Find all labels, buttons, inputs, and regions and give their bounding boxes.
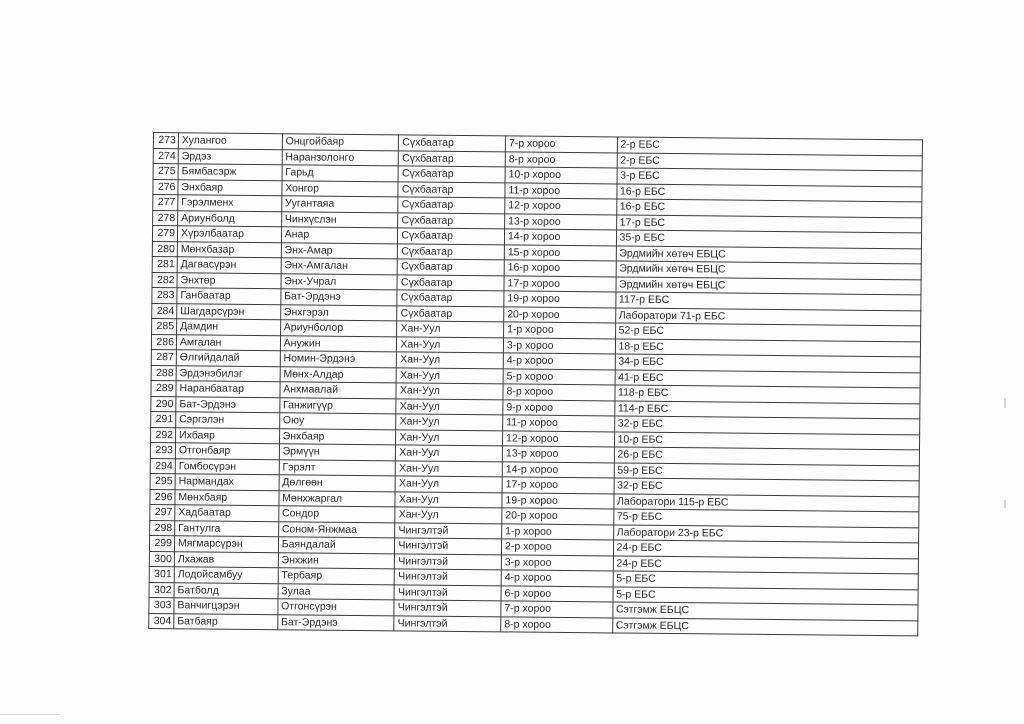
given-name-cell: Зулаа	[278, 583, 395, 600]
given-name-cell: Отгонсүрэн	[278, 599, 395, 616]
given-name-cell: Бат-Эрдэнэ	[281, 289, 398, 306]
khoroo-cell: 11-р хороо	[505, 182, 617, 199]
district-cell: Хан-Уул	[397, 321, 504, 338]
school-cell: 3-р ЕБС	[617, 168, 923, 186]
school-cell: 16-р ЕБС	[616, 183, 922, 201]
row-number-cell: 283	[152, 287, 177, 303]
row-number-cell: 274	[153, 148, 178, 164]
khoroo-cell: 10-р хороо	[505, 167, 617, 184]
school-cell: Лаборатори 23-р ЕБС	[613, 524, 919, 542]
given-name-cell: Уугантаяа	[281, 196, 398, 213]
khoroo-cell: 6-р хороо	[501, 585, 613, 602]
khoroo-cell: 7-р хороо	[501, 601, 613, 618]
khoroo-cell: 8-р хороо	[501, 616, 613, 633]
given-name-cell: Ариунболор	[280, 320, 397, 337]
school-cell: Сэтгэмж ЕБЦС	[612, 602, 918, 620]
district-cell: Сүхбаатар	[398, 212, 505, 229]
given-name-cell: Бат-Эрдэнэ	[277, 614, 394, 631]
district-cell: Хан-Уул	[397, 336, 504, 353]
row-number-cell: 294	[150, 458, 175, 474]
given-name-cell: Анхмаалай	[280, 382, 397, 399]
person-name-cell: Лодойсамбуу	[174, 567, 278, 583]
khoroo-cell: 17-р хороо	[502, 477, 614, 494]
row-number-cell: 281	[152, 256, 177, 272]
district-cell: Хан-Уул	[395, 476, 502, 493]
school-cell: Лаборатори 71-р ЕБС	[615, 307, 921, 325]
district-cell: Хан-Уул	[395, 491, 502, 508]
person-name-cell: Наранбаатар	[176, 381, 280, 397]
row-number-cell: 291	[151, 411, 176, 427]
row-number-cell: 278	[153, 210, 178, 226]
row-number-cell: 301	[149, 566, 174, 582]
person-name-cell: Эрдэнэбилэг	[176, 365, 280, 381]
school-cell: 5-р ЕБС	[613, 586, 919, 604]
person-name-cell: Нармандах	[175, 474, 279, 490]
khoroo-cell: 1-р хороо	[502, 523, 614, 540]
given-name-cell: Гарьд	[282, 165, 399, 182]
khoroo-cell: 3-р хороо	[503, 337, 615, 354]
given-name-cell: Анужин	[280, 335, 397, 352]
person-name-cell: Отгонбаяр	[175, 443, 279, 459]
district-cell: Хан-Уул	[396, 445, 503, 462]
row-number-cell: 288	[151, 365, 176, 381]
given-name-cell: Оюу	[279, 413, 396, 430]
given-name-cell: Сондор	[278, 506, 395, 523]
person-name-cell: Хадбаатар	[175, 505, 279, 521]
district-cell: Сүхбаатар	[398, 197, 505, 214]
row-number-cell: 277	[153, 195, 178, 211]
given-name-cell: Номин-Эрдэнэ	[280, 351, 397, 368]
person-name-cell: Энхбаяр	[178, 179, 282, 195]
district-cell: Хан-Уул	[396, 429, 503, 446]
person-name-cell: Сэргэлэн	[176, 412, 280, 428]
khoroo-cell: 16-р хороо	[504, 260, 616, 277]
person-name-cell: Мөнхбаяр	[175, 489, 279, 505]
given-name-cell: Мөнхжаргал	[279, 490, 396, 507]
school-cell: 2-р ЕБС	[617, 152, 923, 170]
person-name-cell: Дамдин	[177, 319, 281, 335]
district-cell: Сүхбаатар	[397, 305, 504, 322]
given-name-cell: Мөнх-Алдар	[280, 366, 397, 383]
row-number-cell: 290	[151, 396, 176, 412]
person-name-cell: Дагвасүрэн	[177, 257, 281, 273]
scan-speck	[1004, 500, 1006, 508]
school-cell: 32-р ЕБС	[614, 416, 920, 434]
school-cell: 24-р ЕБС	[613, 555, 919, 573]
district-cell: Чингэлтэй	[395, 569, 502, 586]
school-cell: 75-р ЕБС	[613, 509, 919, 527]
person-name-cell: Батбаяр	[174, 613, 278, 629]
person-name-cell: Хүрэлбаатар	[177, 226, 281, 242]
row-number-cell: 275	[153, 164, 178, 180]
given-name-cell: Хонгор	[282, 180, 399, 197]
khoroo-cell: 20-р хороо	[504, 306, 616, 323]
row-number-cell: 297	[150, 504, 175, 520]
school-cell: 59-р ЕБС	[614, 462, 920, 480]
registry-table-body	[149, 133, 923, 636]
khoroo-cell: 13-р хороо	[505, 213, 617, 230]
khoroo-cell: 9-р хороо	[503, 399, 615, 416]
school-cell: Эрдмийн хөтөч ЕБЦС	[616, 261, 922, 279]
khoroo-cell: 4-р хороо	[501, 570, 613, 587]
district-cell: Чингэлтэй	[394, 615, 501, 632]
school-cell: 18-р ЕБС	[615, 338, 921, 356]
given-name-cell: Баяндалай	[278, 537, 395, 554]
given-name-cell: Энх-Амар	[281, 242, 398, 259]
district-cell: Сүхбаатар	[398, 259, 505, 276]
district-cell: Хан-Уул	[395, 507, 502, 524]
row-number-cell: 282	[152, 272, 177, 288]
district-cell: Сүхбаатар	[398, 166, 505, 183]
school-cell: 117-р ЕБС	[615, 292, 921, 310]
district-cell: Хан-Уул	[396, 414, 503, 431]
school-cell: 24-р ЕБС	[613, 540, 919, 558]
given-name-cell: Чинхүслэн	[281, 211, 398, 228]
person-name-cell: Ихбаяр	[175, 427, 279, 443]
district-cell: Чингэлтэй	[395, 538, 502, 555]
person-name-cell: Гантулга	[175, 520, 279, 536]
district-cell: Сүхбаатар	[397, 290, 504, 307]
khoroo-cell: 8-р хороо	[503, 384, 615, 401]
person-name-cell: Ариунболд	[178, 210, 282, 226]
district-cell: Хан-Уул	[396, 383, 503, 400]
khoroo-cell: 8-р хороо	[505, 151, 617, 168]
khoroo-cell: 5-р хороо	[503, 368, 615, 385]
row-number-cell: 300	[149, 551, 174, 567]
khoroo-cell: 17-р хороо	[504, 275, 616, 292]
school-cell: 10-р ЕБС	[614, 431, 920, 449]
khoroo-cell: 15-р хороо	[504, 244, 616, 261]
person-name-cell: Шагдарсүрэн	[177, 303, 281, 319]
khoroo-cell: 19-р хороо	[504, 291, 616, 308]
row-number-cell: 287	[151, 349, 176, 365]
given-name-cell: Тербаяр	[278, 568, 395, 585]
person-name-cell: Хулангоо	[178, 133, 282, 149]
person-name-cell: Батболд	[174, 582, 278, 598]
school-cell: 41-р ЕБС	[615, 369, 921, 387]
row-number-cell: 276	[153, 179, 178, 195]
person-name-cell: Бат-Эрдэнэ	[176, 396, 280, 412]
school-cell: 16-р ЕБС	[616, 199, 922, 217]
row-number-cell: 279	[152, 226, 177, 242]
school-cell: 118-р ЕБС	[614, 385, 920, 403]
scan-edge-mark	[0, 714, 60, 715]
district-cell: Чингэлтэй	[395, 522, 502, 539]
khoroo-cell: 14-р хороо	[502, 461, 614, 478]
district-cell: Хан-Уул	[396, 460, 503, 477]
khoroo-cell: 20-р хороо	[502, 508, 614, 525]
given-name-cell: Гэрэлт	[279, 459, 396, 476]
given-name-cell: Энхжин	[278, 552, 395, 569]
district-cell: Сүхбаатар	[398, 181, 505, 198]
person-name-cell: Мягмарсүрэн	[174, 536, 278, 552]
district-cell: Чингэлтэй	[394, 600, 501, 617]
district-cell: Сүхбаатар	[399, 135, 506, 152]
khoroo-cell: 12-р хороо	[502, 430, 614, 447]
school-cell: 34-р ЕБС	[615, 354, 921, 372]
district-cell: Сүхбаатар	[399, 150, 506, 167]
khoroo-cell: 13-р хороо	[502, 446, 614, 463]
row-number-cell: 285	[152, 318, 177, 334]
khoroo-cell: 14-р хороо	[504, 229, 616, 246]
school-cell: Лаборатори 115-р ЕБС	[613, 493, 919, 511]
given-name-cell: Энхбаяр	[279, 428, 396, 445]
school-cell: 26-р ЕБС	[614, 447, 920, 465]
given-name-cell: Дөлгөөн	[279, 475, 396, 492]
school-cell: Эрдмийн хөтөч ЕБЦС	[616, 245, 922, 263]
registry-table	[148, 132, 923, 636]
row-number-cell: 304	[149, 613, 174, 629]
row-number-cell: 289	[151, 380, 176, 396]
district-cell: Чингэлтэй	[395, 553, 502, 570]
district-cell: Сүхбаатар	[398, 243, 505, 260]
khoroo-cell: 4-р хороо	[503, 353, 615, 370]
given-name-cell: Эрмүүн	[279, 444, 396, 461]
school-cell: 5-р ЕБС	[613, 571, 919, 589]
person-name-cell: Энхтөр	[177, 272, 281, 288]
district-cell: Сүхбаатар	[397, 274, 504, 291]
row-number-cell: 280	[152, 241, 177, 257]
khoroo-cell: 7-р хороо	[505, 136, 617, 153]
row-number-cell: 293	[150, 442, 175, 458]
row-number-cell: 299	[149, 535, 174, 551]
person-name-cell: Лхажав	[174, 551, 278, 567]
row-number-cell: 296	[150, 489, 175, 505]
person-name-cell: Амгалан	[176, 334, 280, 350]
khoroo-cell: 19-р хороо	[502, 492, 614, 509]
district-cell: Хан-Уул	[396, 398, 503, 415]
person-name-cell: Ганбаатар	[177, 288, 281, 304]
given-name-cell: Онцгойбаяр	[282, 134, 399, 151]
district-cell: Хан-Уул	[396, 367, 503, 384]
row-number-cell: 284	[152, 303, 177, 319]
person-name-cell: Мөнхбазар	[177, 241, 281, 257]
given-name-cell: Энх-Амгалан	[281, 258, 398, 275]
person-name-cell: Эрдэз	[178, 148, 282, 164]
row-number-cell: 295	[150, 473, 175, 489]
scan-speck	[1004, 398, 1006, 408]
given-name-cell: Ганжигүүр	[279, 397, 396, 414]
khoroo-cell: 1-р хороо	[504, 322, 616, 339]
row-number-cell: 292	[151, 427, 176, 443]
given-name-cell: Энх-Учрал	[281, 273, 398, 290]
district-cell: Сүхбаатар	[398, 228, 505, 245]
person-name-cell: Бямбасэрж	[178, 164, 282, 180]
row-number-cell: 286	[151, 334, 176, 350]
row-number-cell: 303	[149, 597, 174, 613]
school-cell: 114-р ЕБС	[614, 400, 920, 418]
person-name-cell: Өлгийдалай	[176, 350, 280, 366]
given-name-cell: Наранзолонгo	[282, 149, 399, 166]
khoroo-cell: 12-р хороо	[505, 198, 617, 215]
school-cell: Сэтгэмж ЕБЦС	[612, 617, 918, 635]
school-cell: 52-р ЕБС	[615, 323, 921, 341]
district-cell: Чингэлтэй	[394, 584, 501, 601]
person-name-cell: Ванчигцэрэн	[174, 598, 278, 614]
row-number-cell: 273	[153, 133, 178, 149]
khoroo-cell: 11-р хороо	[503, 415, 615, 432]
school-cell: 2-р ЕБС	[617, 137, 923, 155]
row-number-cell: 298	[150, 520, 175, 536]
row-number-cell: 302	[149, 582, 174, 598]
district-cell: Хан-Уул	[397, 352, 504, 369]
khoroo-cell: 3-р хороо	[501, 554, 613, 571]
school-cell: 35-р ЕБС	[616, 230, 922, 248]
school-cell: 17-р ЕБС	[616, 214, 922, 232]
given-name-cell: Соном-Янжмаа	[278, 521, 395, 538]
given-name-cell: Анар	[281, 227, 398, 244]
given-name-cell: Энхгэрэл	[280, 304, 397, 321]
person-name-cell: Гомбосүрэн	[175, 458, 279, 474]
school-cell: Эрдмийн хөтөч ЕБЦС	[616, 276, 922, 294]
school-cell: 32-р ЕБС	[614, 478, 920, 496]
person-name-cell: Гэрэлменх	[178, 195, 282, 211]
khoroo-cell: 2-р хороо	[501, 539, 613, 556]
